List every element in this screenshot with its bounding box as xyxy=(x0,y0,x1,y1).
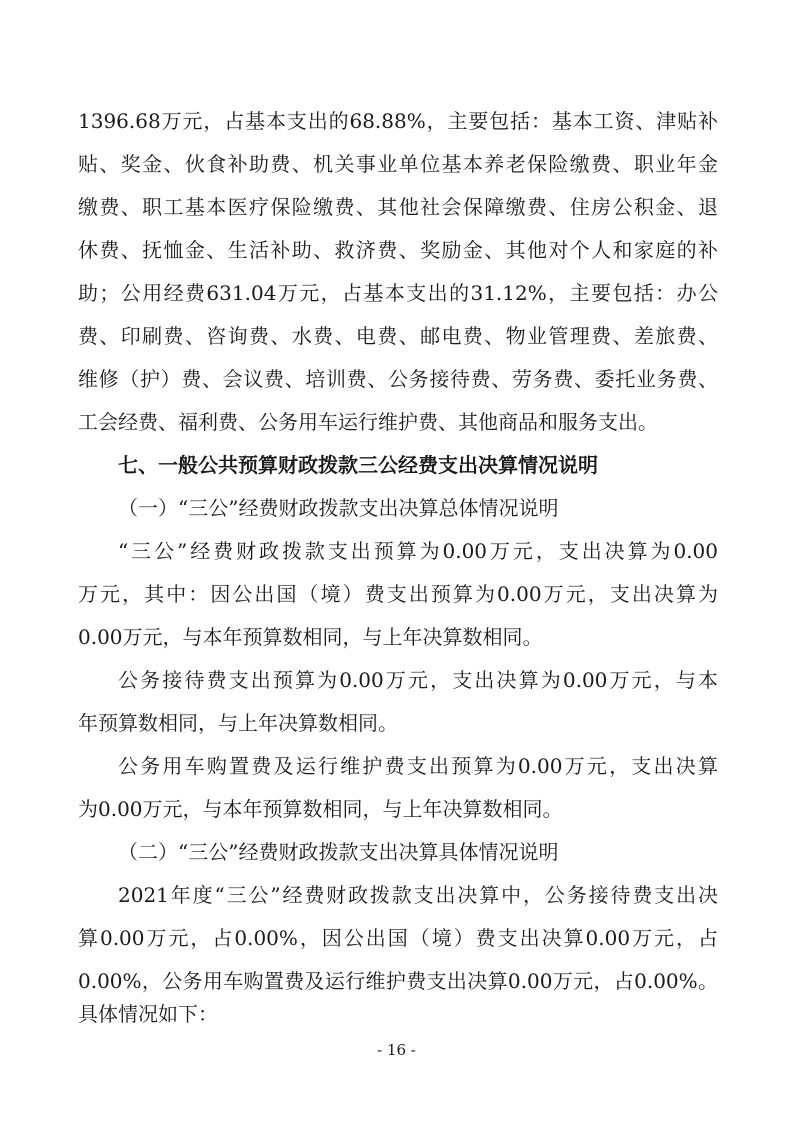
paragraph-line: “三公”经费财政拨款支出预算为0.00万元，支出决算为0.00 xyxy=(118,539,718,563)
paragraph-line: 缴费、职工基本医疗保险缴费、其他社会保障缴费、住房公积金、退 xyxy=(78,195,718,219)
paragraph-line: 1396.68万元，占基本支出的68.88%，主要包括：基本工资、津贴补 xyxy=(78,109,718,133)
section-heading: 七、一般公共预算财政拨款三公经费支出决算情况说明 xyxy=(118,453,598,477)
paragraph-line: 万元，其中：因公出国（境）费支出预算为0.00万元，支出决算为 xyxy=(78,582,718,606)
page-number: - 16 - xyxy=(377,1041,416,1059)
paragraph-line: 公务接待费支出预算为0.00万元，支出决算为0.00万元，与本 xyxy=(118,668,718,692)
paragraph-line: 0.00万元，与本年预算数相同，与上年决算数相同。 xyxy=(78,625,543,649)
paragraph-line: 具体情况如下： xyxy=(78,1002,218,1026)
paragraph-line: 休费、抚恤金、生活补助、救济费、奖励金、其他对个人和家庭的补 xyxy=(78,238,718,262)
paragraph-line: 公务用车购置费及运行维护费支出预算为0.00万元，支出决算 xyxy=(118,754,718,778)
paragraph-line: 算0.00万元，占0.00%，因公出国（境）费支出决算0.00万元，占 xyxy=(78,926,718,950)
paragraph-line: 为0.00万元，与本年预算数相同，与上年决算数相同。 xyxy=(78,797,563,821)
paragraph-line: 工会经费、福利费、公务用车运行维护费、其他商品和服务支出。 xyxy=(78,410,658,434)
paragraph-line: 贴、奖金、伙食补助费、机关事业单位基本养老保险缴费、职业年金 xyxy=(78,152,718,176)
paragraph-line: 助；公用经费631.04万元，占基本支出的31.12%，主要包括：办公 xyxy=(78,281,718,305)
subsection-heading: （一）“三公”经费财政拨款支出决算总体情况说明 xyxy=(118,496,559,520)
paragraph-line: 2021年度“三公”经费财政拨款支出决算中，公务接待费支出决 xyxy=(118,883,718,907)
subsection-heading: （二）“三公”经费财政拨款支出决算具体情况说明 xyxy=(118,840,559,864)
paragraph-line: 0.00%，公务用车购置费及运行维护费支出决算0.00万元，占0.00%。 xyxy=(78,969,718,993)
paragraph-line: 费、印刷费、咨询费、水费、电费、邮电费、物业管理费、差旅费、 xyxy=(78,324,718,348)
paragraph-line: 年预算数相同，与上年决算数相同。 xyxy=(78,711,398,735)
paragraph-line: 维修（护）费、会议费、培训费、公务接待费、劳务费、委托业务费、 xyxy=(78,367,718,391)
